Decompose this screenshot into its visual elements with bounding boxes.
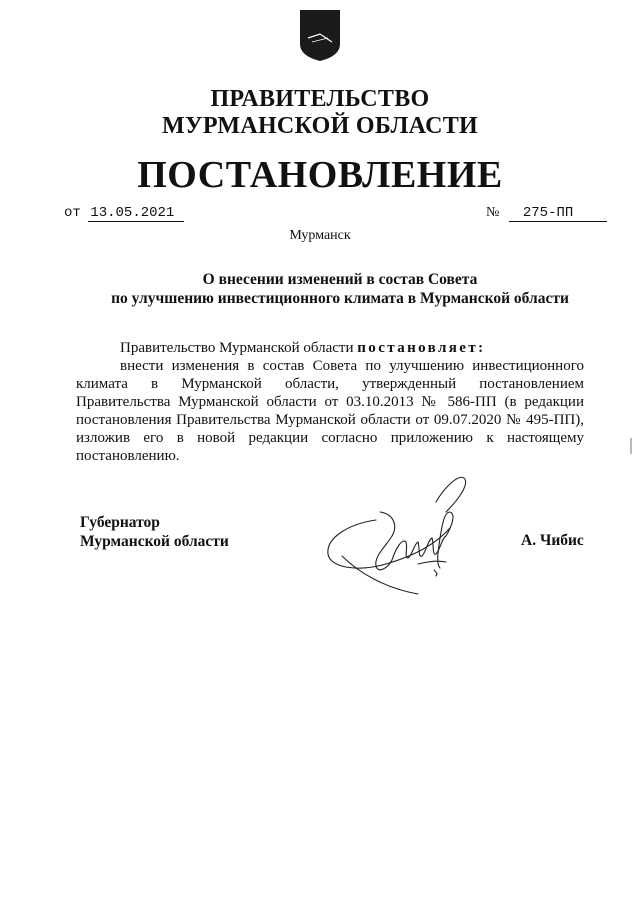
government-title-line: ПРАВИТЕЛЬСТВО <box>210 86 430 112</box>
subject-line: по улучшению инвестиционного климата в Мурманской области <box>111 290 569 307</box>
document-date <box>64 205 184 222</box>
scan-artifact <box>630 438 632 454</box>
subject-line: О внесении изменений в состав Совета <box>202 271 478 288</box>
document-subject <box>60 270 620 308</box>
signer-title <box>80 513 229 551</box>
preamble-keyword: постановляет: <box>357 340 486 356</box>
number-prefix: № <box>486 205 500 220</box>
signer-title-line: Мурманской области <box>80 533 229 550</box>
city-name: Мурманск <box>289 228 351 243</box>
government-title <box>0 86 640 140</box>
signer-name: А. Чибис <box>521 532 584 549</box>
government-title-line: МУРМАНСКОЙ ОБЛАСТИ <box>162 113 478 139</box>
document-number <box>486 205 607 222</box>
preamble-text: Правительство Мурманской области <box>120 340 358 356</box>
date-prefix: от <box>64 205 81 221</box>
date-value: 13.05.2021 <box>88 205 184 222</box>
signer-title-line: Губернатор <box>80 514 160 531</box>
handwritten-signature-icon <box>318 468 488 600</box>
coat-of-arms-icon <box>298 8 342 62</box>
number-value: 275-ПП <box>509 205 607 222</box>
resolution-paragraph: внести изменения в состав Совета по улучшению инвестиционного климата в Мурманской области, утвержденный постановлением Правительства Мурманской области от 03.10.2013 № 586-ПП (в редакции постановления Правительства Мурманской области от 09.07.2020 № 495-ПП), изложив его в новой редакции согласно приложению к настоящему постановлению. <box>76 358 584 464</box>
document-type-heading: ПОСТАНОВЛЕНИЕ <box>137 154 503 196</box>
preamble <box>120 339 486 357</box>
